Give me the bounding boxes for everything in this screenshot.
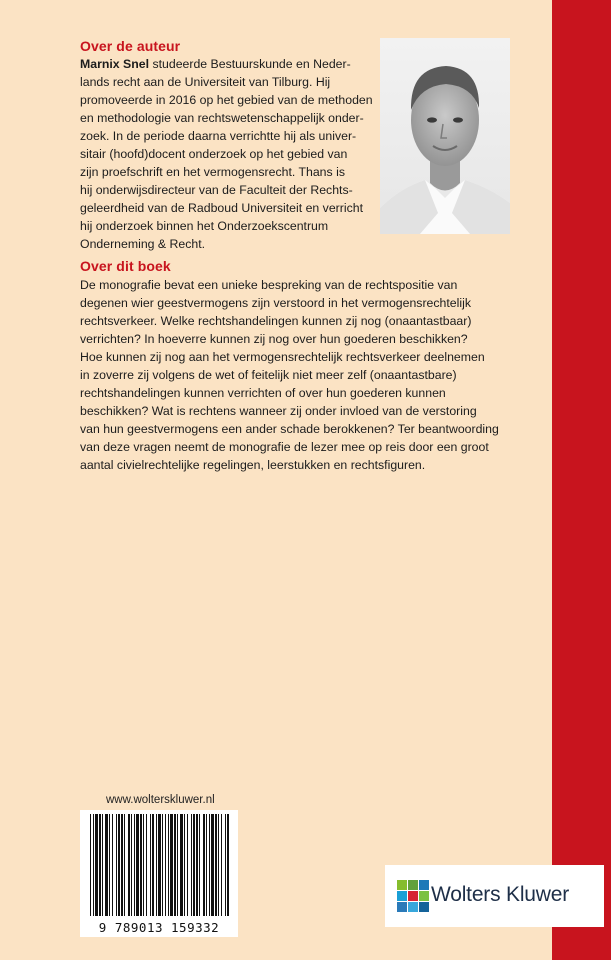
- barcode-bar: [121, 814, 123, 916]
- barcode-bar: [116, 814, 117, 916]
- author-bio-line: sitair (hoofd)docent onderzoek op het gebied van: [80, 147, 348, 161]
- author-name: Marnix Snel: [80, 57, 150, 71]
- book-line: rechtshandelingen kunnen verrichten of over hun goederen kunnen: [80, 386, 446, 400]
- barcode-bar: [150, 814, 151, 916]
- barcode-bar: [218, 814, 219, 916]
- author-bio-line: geleerdheid van de Radboud Universiteit en verricht: [80, 201, 363, 215]
- barcode-bar: [187, 814, 188, 916]
- author-bio-line: lands recht aan de Universiteit van Tilburg. Hij: [80, 75, 331, 89]
- barcode-bar: [136, 814, 139, 916]
- barcode-bar: [193, 814, 195, 916]
- book-line: van hun geestvermogens een ander schade berokkenen? Ter beantwoording: [80, 422, 499, 436]
- barcode-bar: [146, 814, 147, 916]
- barcode-bar: [196, 814, 198, 916]
- book-line: De monografie bevat een unieke bespreking van de rechtspositie van: [80, 278, 458, 292]
- publisher-logo: [385, 865, 604, 927]
- barcode-bar: [170, 814, 173, 916]
- book-description: [80, 276, 512, 474]
- barcode-bar: [105, 814, 108, 916]
- barcode-bar: [225, 814, 226, 916]
- barcode-bar: [95, 814, 98, 916]
- barcode-bar: [152, 814, 154, 916]
- barcode-bar: [90, 814, 91, 916]
- publisher-logo-text: Wolters Kluwer: [431, 883, 570, 906]
- author-bio-line: zijn proefschrift en het vermogensrecht. Thans is: [80, 165, 345, 179]
- barcode-bars: [80, 810, 238, 916]
- author-bio-line: studeerde Bestuurskunde en Neder-: [149, 57, 351, 71]
- barcode-bar: [211, 814, 214, 916]
- barcode-bar: [93, 814, 94, 916]
- barcode-bar: [221, 814, 222, 916]
- author-bio-line: Onderneming & Recht.: [80, 237, 206, 251]
- author-bio: [80, 55, 375, 253]
- barcode-bar: [209, 814, 210, 916]
- book-line: rechtsverkeer. Welke rechtshandelingen kunnen zij nog (onaantastbaar): [80, 314, 472, 328]
- author-heading: Over de auteur: [80, 38, 181, 54]
- barcode-bar: [203, 814, 205, 916]
- book-line: van deze vragen neemt de monografie de lezer mee op reis door een groot: [80, 440, 489, 454]
- author-bio-line: promoveerde in 2016 op het gebied van de methoden: [80, 93, 373, 107]
- author-bio-line: hij onderzoek binnen het Onderzoekscentrum: [80, 219, 329, 233]
- book-line: in zoverre zij volgens de wet of feitelijk niet meer zelf (onaantastbare): [80, 368, 457, 382]
- book-heading: Over dit boek: [80, 258, 171, 274]
- barcode-bar: [131, 814, 132, 916]
- barcode-bar: [215, 814, 217, 916]
- author-portrait-photo: [380, 38, 510, 234]
- isbn-number: 9 789013 159332: [98, 920, 220, 935]
- book-line: aantal civielrechtelijke regelingen, leerstukken en rechtsfiguren.: [80, 458, 426, 472]
- barcode-bar: [199, 814, 200, 916]
- barcode-bar: [109, 814, 110, 916]
- barcode-bar: [191, 814, 192, 916]
- author-bio-line: hij onderwijsdirecteur van de Faculteit der Rechts-: [80, 183, 353, 197]
- barcode-bar: [156, 814, 157, 916]
- author-bio-line: zoek. In de periode daarna verrichtte hij als univer-: [80, 129, 357, 143]
- barcode-bar: [99, 814, 101, 916]
- book-line: beschikken? Wat is rechtens wanneer zij onder invloed van de verstoring: [80, 404, 477, 418]
- barcode-bar: [227, 814, 229, 916]
- barcode-bar: [118, 814, 120, 916]
- barcode-bar: [174, 814, 176, 916]
- barcode-bar: [168, 814, 169, 916]
- barcode-bar: [124, 814, 125, 916]
- barcode-bar: [140, 814, 142, 916]
- barcode-bar: [128, 814, 130, 916]
- barcode-bar: [162, 814, 163, 916]
- red-spine-band: [552, 0, 611, 960]
- barcode-bar: [206, 814, 207, 916]
- author-portrait-illustration: [380, 38, 510, 234]
- wolters-kluwer-logo-icon: [395, 878, 431, 914]
- barcode-bar: [134, 814, 135, 916]
- barcode-bar: [184, 814, 185, 916]
- author-bio-line: en methodologie van rechtswetenschappelijk onder-: [80, 111, 364, 125]
- barcode-bar: [112, 814, 113, 916]
- barcode-bar: [180, 814, 183, 916]
- barcode-bar: [165, 814, 166, 916]
- barcode-bar: [102, 814, 103, 916]
- book-line: verrichten? In hoeverre kunnen zij nog over hun goederen beschikken?: [80, 332, 468, 346]
- isbn-barcode: [80, 810, 238, 937]
- barcode-bar: [177, 814, 178, 916]
- book-line: Hoe kunnen zij nog aan het vermogensrechtelijk rechtsverkeer deelnemen: [80, 350, 485, 364]
- barcode-bar: [143, 814, 144, 916]
- publisher-url: www.wolterskluwer.nl: [106, 794, 215, 806]
- barcode-bar: [158, 814, 161, 916]
- book-line: degenen wier geestvermogens zijn verstoord in het vermogensrechtelijk: [80, 296, 471, 310]
